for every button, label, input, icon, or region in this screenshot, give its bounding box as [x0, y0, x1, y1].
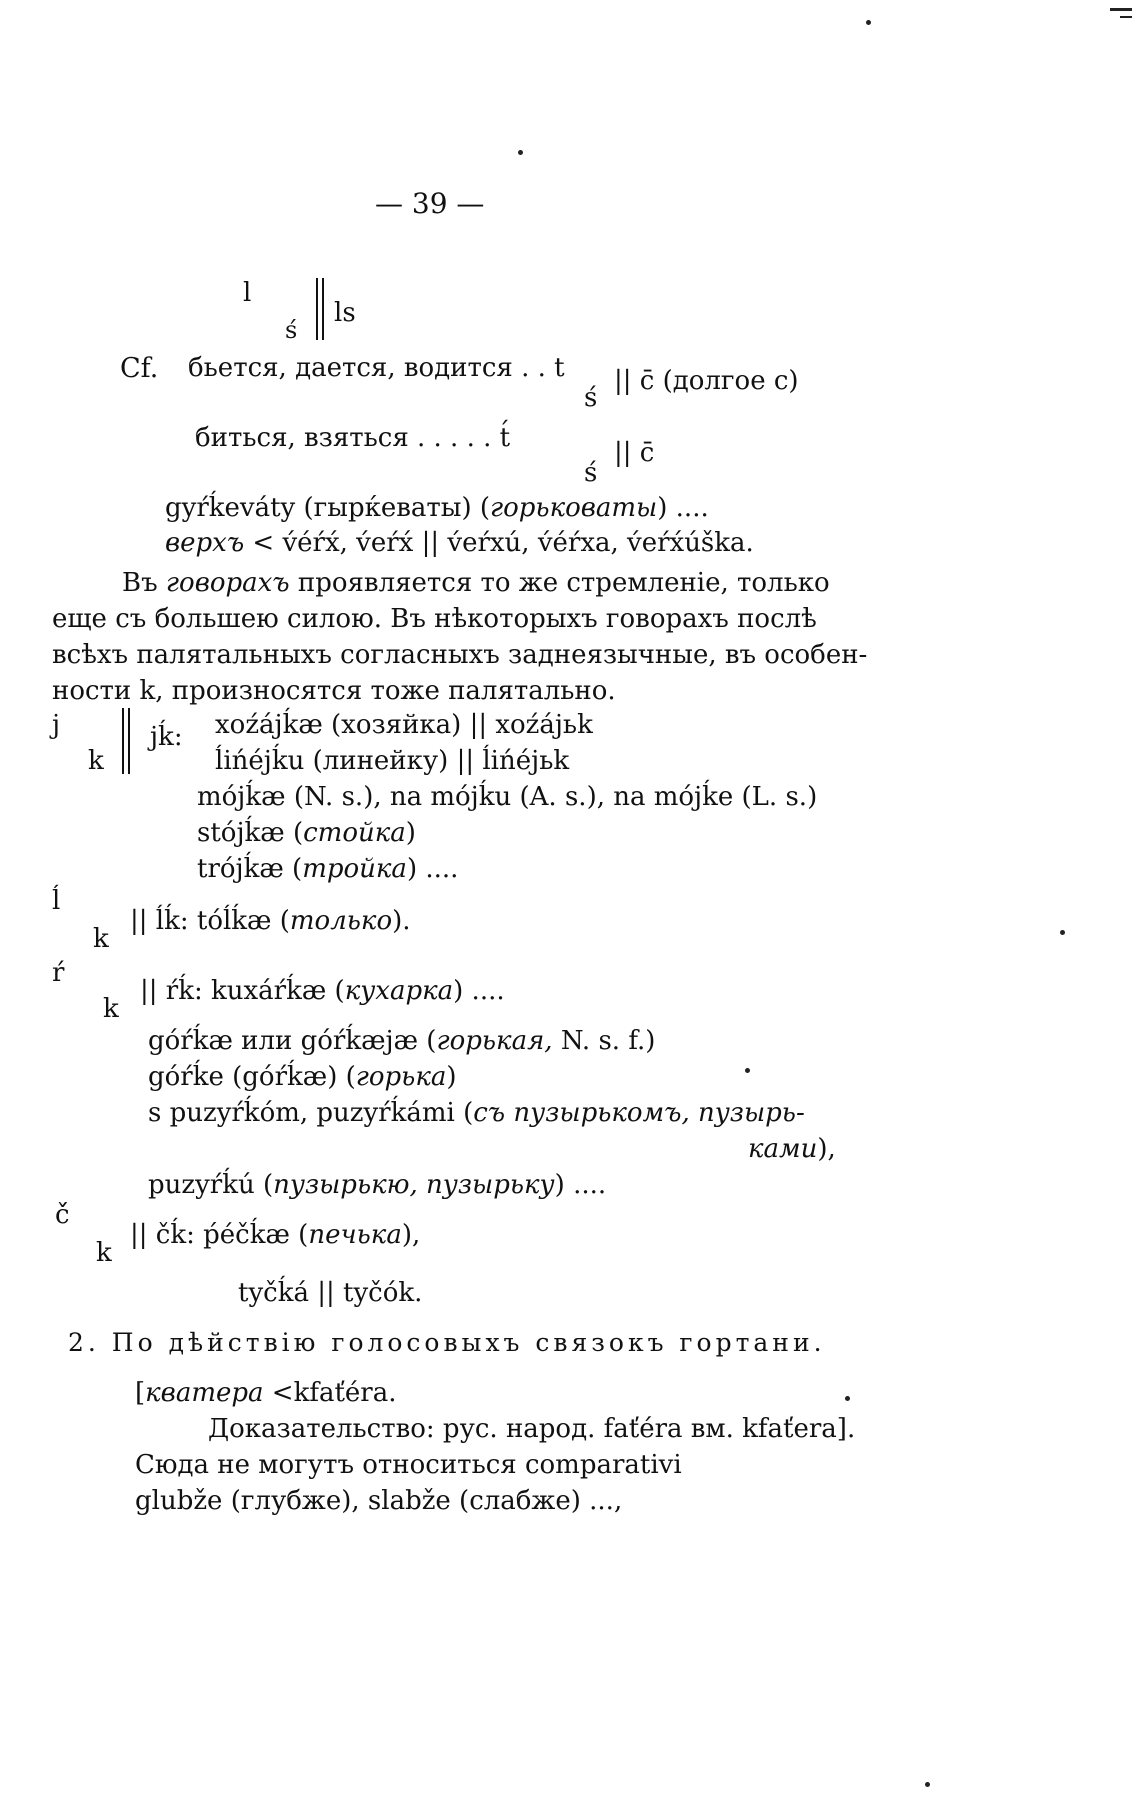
paragraph-line-3: всѣхъ палятальныхъ согласныхъ заднеязычные, въ особен- — [52, 640, 868, 670]
cf-line-2-c: || c̄ — [614, 438, 655, 468]
rk-row-text: góŕḱæ или góŕḱæjæ ( — [148, 1026, 437, 1056]
paragraph-italic: говорахъ — [165, 568, 290, 598]
rk-row-text: puzyŕḱú ( — [148, 1170, 274, 1200]
rk-row-italic: пузырькю, пузырьку — [273, 1170, 555, 1200]
verx-line — [165, 530, 754, 556]
jk-row-3: mójḱæ (N. s.), na mójḱu (A. s.), na mójḱe (L. s.) — [197, 782, 818, 812]
jk-row-5 — [197, 856, 458, 882]
section-2-line-1 — [135, 1380, 396, 1406]
ck-c: č́ — [55, 1200, 70, 1230]
table1-ls: ls — [334, 298, 356, 328]
table1-l: l — [243, 278, 252, 308]
jk-row-italic: стойка — [303, 818, 406, 848]
section-2-line-3: Сюда не могутъ относиться comparativi — [135, 1450, 682, 1480]
lk-text — [130, 908, 411, 934]
section-2-title: 2. По дѣйствію голосовыхъ связокъ гортани. — [68, 1328, 826, 1357]
scan-speck — [518, 150, 523, 155]
rk-row-5 — [748, 1136, 836, 1162]
rk-row-italic: ками — [748, 1134, 818, 1164]
rk-row-text: ) .... — [554, 1170, 607, 1200]
ck-text-plain: || čḱ: ṕéčḱæ ( — [130, 1220, 309, 1250]
rk-row-italic: съ пузырькомъ, пузырь- — [473, 1098, 805, 1128]
ck-k: k — [96, 1238, 112, 1268]
verx-line-tail: < v́éŕx́, v́eŕx́ || v́eŕxú, v́éŕxa, v́eŕx́úška. — [244, 528, 754, 558]
section-2-italic: кватера — [145, 1378, 264, 1408]
rk-r: ŕ — [52, 958, 65, 988]
jk-row-text: stójḱæ ( — [197, 818, 304, 848]
section-2-line-2: Доказательство: рус. народ. faťéra вм. kfaťera]. — [208, 1414, 856, 1444]
rk-text-plain: || ŕḱ: kuxáŕḱæ ( — [140, 976, 345, 1006]
gyr-line-plain: gyŕḱeváty (гырќеваты) ( — [165, 493, 490, 523]
jk-row-text: ) .... — [406, 854, 459, 884]
table1-divider — [322, 278, 324, 340]
rk-text-italic: кухарка — [344, 976, 454, 1006]
rk-row-3 — [148, 1064, 457, 1090]
lk-text-plain: ). — [392, 906, 411, 936]
table1-divider — [316, 278, 318, 340]
rk-row-text: ) — [446, 1062, 457, 1092]
jk-divider — [122, 708, 124, 774]
ck-row-2: tyčḱá || tyčók. — [238, 1278, 423, 1308]
rk-row-text: N. s. f.) — [552, 1026, 656, 1056]
paragraph-text: Въ — [122, 568, 166, 598]
lk-k: k — [93, 924, 109, 954]
gyr-line-italic: горьковаты — [490, 493, 658, 523]
jk-row-italic: тройка — [302, 854, 407, 884]
jk-label: jḱ: — [150, 722, 183, 752]
jk-divider — [128, 708, 130, 774]
table1-s: ś — [285, 316, 298, 344]
rk-row-2 — [148, 1028, 655, 1054]
lk-text-plain: || ĺḱ: tóĺḱæ ( — [130, 906, 290, 936]
jk-k: k — [88, 746, 104, 776]
rk-row-text: s puzyŕḱóm, puzyŕḱámi ( — [148, 1098, 474, 1128]
page-number: — 39 — — [375, 187, 485, 220]
rk-row-italic: горькая, — [436, 1026, 553, 1056]
cf-line-1-s: ś — [584, 383, 598, 413]
rk-row-6 — [148, 1172, 606, 1198]
scan-mark-top-right — [1110, 8, 1132, 11]
cf-line-1-c: || c̄ (долгое c) — [614, 366, 799, 396]
ck-text-plain: ), — [401, 1220, 421, 1250]
gyr-line — [165, 495, 709, 521]
rk-text — [140, 978, 505, 1004]
rk-k: k — [103, 994, 119, 1024]
scan-speck — [1060, 930, 1065, 935]
section-2-text: [ — [135, 1378, 146, 1408]
paragraph-line-2: еще съ большею силою. Въ нѣкоторыхъ говорахъ послѣ — [52, 604, 817, 634]
scan-mark-top-right-2 — [1120, 16, 1132, 18]
jk-row-2: ĺińéjḱu (линейку) || ĺińéjьk — [215, 746, 570, 776]
cf-label: Cf. — [120, 353, 159, 384]
rk-row-italic: горька — [355, 1062, 447, 1092]
ck-text — [130, 1222, 420, 1248]
scan-speck — [745, 1068, 750, 1073]
cf-line-2: биться, взяться . . . . . t́ — [195, 423, 511, 453]
jk-row-text: ) — [405, 818, 416, 848]
rk-text-plain: ) .... — [453, 976, 505, 1006]
ck-text-italic: печька — [308, 1220, 402, 1250]
cf-line-2-s: ś — [584, 458, 598, 488]
lk-l: ĺ — [52, 886, 61, 916]
scan-speck — [925, 1782, 930, 1787]
verx-line-italic: верхъ — [165, 528, 245, 558]
lk-text-italic: только — [289, 906, 393, 936]
section-2-text: <kfaťéra. — [263, 1378, 397, 1408]
scan-speck — [866, 20, 871, 25]
scan-speck — [845, 1396, 850, 1401]
paragraph-line-1 — [122, 570, 830, 596]
section-2-line-4: glubže (глубже), slabže (слабже) ..., — [135, 1486, 623, 1516]
jk-row-4 — [197, 820, 416, 846]
paragraph-text: проявляется то же стремленіе, только — [289, 568, 830, 598]
jk-row-1: xoźájḱæ (хозяйка) || xoźájьk — [215, 710, 593, 740]
rk-row-text: ), — [817, 1134, 836, 1164]
gyr-line-tail: ) .... — [657, 493, 709, 523]
rk-row-4 — [148, 1100, 805, 1126]
jk-row-text: trójḱæ ( — [197, 854, 303, 884]
jk-j: j — [52, 710, 61, 740]
cf-line-1: бьется, дается, водится . . t — [188, 353, 565, 383]
paragraph-line-4: ности k, произносятся тоже палятально. — [52, 676, 616, 706]
rk-row-text: góŕḱe (góŕḱæ) ( — [148, 1062, 356, 1092]
